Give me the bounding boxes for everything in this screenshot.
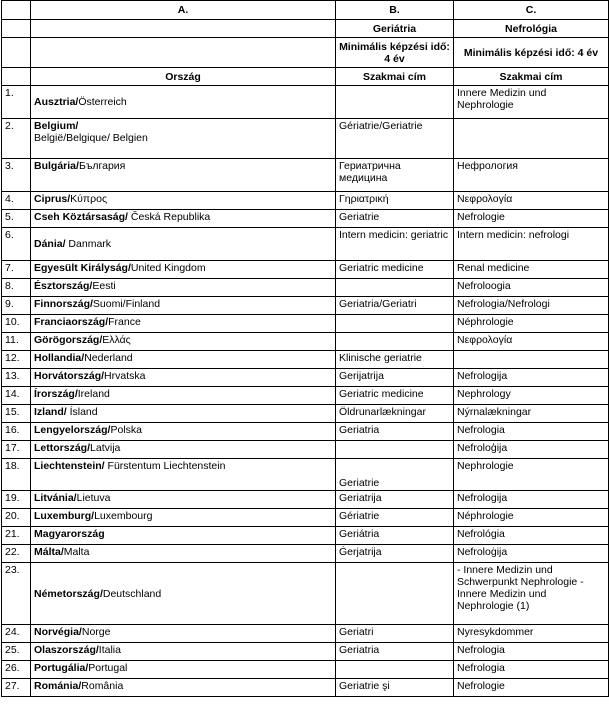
row-number: 24. bbox=[2, 625, 31, 643]
country-name-hu: Egyesült Királyság/ bbox=[34, 262, 131, 274]
column-b-letter: B. bbox=[336, 1, 454, 20]
nefrologia-title: Nefrologija bbox=[454, 369, 609, 387]
nefrologia-title: Renal medicine bbox=[454, 261, 609, 279]
country-name-native: България bbox=[78, 160, 126, 172]
geriatria-title: Geriátria bbox=[336, 527, 454, 545]
country-cell bbox=[31, 441, 336, 459]
country-name-native: România bbox=[81, 680, 124, 692]
country-cell bbox=[31, 459, 336, 491]
geriatria-title: Geriatric medicine bbox=[336, 387, 454, 405]
row-number: 9. bbox=[2, 297, 31, 315]
country-name-hu: Luxemburg/ bbox=[34, 510, 95, 522]
country-cell bbox=[31, 405, 336, 423]
geriatria-title: Geriatria/Geriatri bbox=[336, 297, 454, 315]
table-row bbox=[2, 643, 609, 661]
geriatria-title: Geriatrie bbox=[336, 459, 454, 491]
column-letter-row bbox=[2, 1, 609, 20]
geriatria-title bbox=[336, 315, 454, 333]
country-name-native: Lietuva bbox=[76, 492, 111, 504]
table-row bbox=[2, 459, 609, 491]
table-row bbox=[2, 159, 609, 192]
country-name-native: Luxembourg bbox=[94, 510, 153, 522]
geriatria-title: Geriatrie bbox=[336, 210, 454, 228]
table-row bbox=[2, 527, 609, 545]
geriatria-title bbox=[336, 86, 454, 119]
row-number: 3. bbox=[2, 159, 31, 192]
nefrologia-title: Nefrológia bbox=[454, 527, 609, 545]
country-cell bbox=[31, 86, 336, 119]
table-row bbox=[2, 679, 609, 697]
num-header-blank bbox=[2, 1, 31, 20]
geriatria-title: Intern medicin: geriatric bbox=[336, 228, 454, 261]
nefrologia-title: Nyresykdommer bbox=[454, 625, 609, 643]
country-cell bbox=[31, 261, 336, 279]
row-number: 17. bbox=[2, 441, 31, 459]
nefrologia-title: Nephrologie bbox=[454, 459, 609, 491]
country-name-hu: Dánia/ bbox=[34, 238, 66, 250]
table-row bbox=[2, 563, 609, 625]
specialty-nefrologia: Nefrológia bbox=[454, 20, 609, 38]
country-cell bbox=[31, 351, 336, 369]
country-name-native: Österreich bbox=[78, 96, 127, 108]
header-row bbox=[2, 68, 609, 86]
country-name-native: Deutschland bbox=[102, 587, 162, 600]
geriatria-title: Гериатрична медицина bbox=[336, 159, 454, 192]
table-row bbox=[2, 351, 609, 369]
row-number: 21. bbox=[2, 527, 31, 545]
row-number: 14. bbox=[2, 387, 31, 405]
table-row bbox=[2, 423, 609, 441]
geriatria-title bbox=[336, 279, 454, 297]
geriatria-title: Gériatrie bbox=[336, 509, 454, 527]
blank-cell bbox=[2, 38, 31, 68]
table-row bbox=[2, 625, 609, 643]
nefrologia-title: - Innere Medizin und Schwerpunkt Nephrologie - Innere Medizin und Nephrologie (1) bbox=[454, 563, 609, 625]
title-header-nefrologia: Szakmai cím bbox=[454, 68, 609, 86]
country-name-native: Ελλάς bbox=[102, 334, 131, 346]
nefrologia-title: Nefrologia bbox=[454, 423, 609, 441]
geriatria-title: Klinische geriatrie bbox=[336, 351, 454, 369]
country-cell bbox=[31, 527, 336, 545]
country-name-hu: Görögország/ bbox=[34, 334, 103, 346]
country-name-hu: Liechtenstein/ bbox=[34, 460, 105, 472]
table-row bbox=[2, 119, 609, 159]
geriatria-title: Geriatrija bbox=[336, 491, 454, 509]
geriatria-title: Geriatria bbox=[336, 643, 454, 661]
geriatria-title: Öldrunarlækningar bbox=[336, 405, 454, 423]
nefrologia-title: Intern medicin: nefrologi bbox=[454, 228, 609, 261]
nefrologia-title: Nefrologija bbox=[454, 491, 609, 509]
table-body bbox=[2, 86, 609, 697]
country-name-hu: Hollandia/ bbox=[34, 352, 85, 364]
nefrologia-title bbox=[454, 119, 609, 159]
country-cell bbox=[31, 159, 336, 192]
country-name-native: France bbox=[108, 316, 141, 328]
row-number: 19. bbox=[2, 491, 31, 509]
country-name-native: Fürstentum Liechtenstein bbox=[104, 460, 226, 472]
country-cell bbox=[31, 387, 336, 405]
country-name-native: Danmark bbox=[65, 238, 112, 250]
country-cell bbox=[31, 279, 336, 297]
geriatria-title: Γηριατρική bbox=[336, 192, 454, 210]
row-number: 6. bbox=[2, 228, 31, 261]
row-number: 8. bbox=[2, 279, 31, 297]
country-cell bbox=[31, 228, 336, 261]
country-name-hu: Magyarország bbox=[34, 528, 105, 540]
country-cell bbox=[31, 679, 336, 697]
country-name-native: Eesti bbox=[92, 280, 116, 292]
table-row bbox=[2, 387, 609, 405]
nefrologia-title bbox=[454, 351, 609, 369]
geriatria-title: Gériatrie/Geriatrie bbox=[336, 119, 454, 159]
table-row bbox=[2, 441, 609, 459]
row-number: 15. bbox=[2, 405, 31, 423]
country-name-native: Norge bbox=[81, 626, 111, 638]
row-number: 12. bbox=[2, 351, 31, 369]
table-row bbox=[2, 315, 609, 333]
country-name-hu: Belgium/ bbox=[34, 120, 79, 132]
min-training-row bbox=[2, 38, 609, 68]
row-number: 5. bbox=[2, 210, 31, 228]
geriatria-title bbox=[336, 441, 454, 459]
row-number: 27. bbox=[2, 679, 31, 697]
country-cell bbox=[31, 509, 336, 527]
column-a-letter: A. bbox=[31, 1, 336, 20]
country-name-hu: Portugália/ bbox=[34, 662, 89, 674]
geriatria-title: Geriatria bbox=[336, 423, 454, 441]
table-row bbox=[2, 210, 609, 228]
country-name-hu: Németország/ bbox=[34, 587, 103, 600]
nefrologia-title: Nefrologia bbox=[454, 643, 609, 661]
country-cell bbox=[31, 643, 336, 661]
min-training-geriatria: Minimális képzési idő: 4 év bbox=[336, 38, 454, 68]
country-cell bbox=[31, 423, 336, 441]
country-name-hu: Románia/ bbox=[34, 680, 82, 692]
country-name-native: België/Belgique/ Belgien bbox=[34, 132, 148, 144]
nefrologia-title: Nefrologia/Nefrologi bbox=[454, 297, 609, 315]
country-cell bbox=[31, 369, 336, 387]
nefrologia-title: Nefroloogia bbox=[454, 279, 609, 297]
table-row bbox=[2, 192, 609, 210]
geriatria-title: Geriatrie şi bbox=[336, 679, 454, 697]
country-cell bbox=[31, 491, 336, 509]
country-name-hu: Észtország/ bbox=[34, 280, 93, 292]
country-name-hu: Lettország/ bbox=[34, 442, 91, 454]
country-name-native: Κύπρος bbox=[70, 193, 108, 205]
table-row bbox=[2, 661, 609, 679]
row-number: 23. bbox=[2, 563, 31, 625]
country-name-native: Suomi/Finland bbox=[92, 298, 161, 310]
country-name-hu: Horvátország/ bbox=[34, 370, 105, 382]
nefrologia-title: Νεφρολογία bbox=[454, 333, 609, 351]
row-number: 7. bbox=[2, 261, 31, 279]
country-name-hu: Bulgária/ bbox=[34, 160, 79, 172]
row-number: 20. bbox=[2, 509, 31, 527]
country-name-hu: Málta/ bbox=[34, 546, 64, 558]
geriatria-title bbox=[336, 661, 454, 679]
country-cell bbox=[31, 119, 336, 159]
country-name-hu: Lengyelország/ bbox=[34, 424, 111, 436]
country-name-hu: Írország/ bbox=[34, 388, 78, 400]
row-number: 25. bbox=[2, 643, 31, 661]
table-row bbox=[2, 297, 609, 315]
table-row bbox=[2, 509, 609, 527]
table-row bbox=[2, 86, 609, 119]
country-name-native: Italia bbox=[98, 644, 121, 656]
country-cell bbox=[31, 545, 336, 563]
country-name-native: Hrvatska bbox=[104, 370, 146, 382]
table-row bbox=[2, 369, 609, 387]
column-c-letter: C. bbox=[454, 1, 609, 20]
country-cell bbox=[31, 192, 336, 210]
country-name-hu: Litvánia/ bbox=[34, 492, 77, 504]
row-number: 11. bbox=[2, 333, 31, 351]
country-name-native: United Kingdom bbox=[130, 262, 206, 274]
geriatria-title: Geriatri bbox=[336, 625, 454, 643]
nefrologia-title: Nephrology bbox=[454, 387, 609, 405]
nefrologia-title: Néphrologie bbox=[454, 315, 609, 333]
table-row bbox=[2, 545, 609, 563]
row-number: 26. bbox=[2, 661, 31, 679]
country-cell bbox=[31, 563, 336, 625]
row-number: 18. bbox=[2, 459, 31, 491]
specialty-geriatria: Geriátria bbox=[336, 20, 454, 38]
country-name-native: Portugal bbox=[88, 662, 128, 674]
country-header: Ország bbox=[31, 68, 336, 86]
country-cell bbox=[31, 625, 336, 643]
min-training-nefrologia: Minimális képzési idő: 4 év bbox=[454, 38, 609, 68]
geriatria-title: Ġerjatrija bbox=[336, 545, 454, 563]
geriatria-title: Geriatric medicine bbox=[336, 261, 454, 279]
nefrologia-title: Nefroloģija bbox=[454, 441, 609, 459]
country-name-hu: Finnország/ bbox=[34, 298, 93, 310]
blank-cell bbox=[2, 68, 31, 86]
nefrologia-title: Нефрология bbox=[454, 159, 609, 192]
nefrologia-title: Nefrologia bbox=[454, 661, 609, 679]
row-number: 22. bbox=[2, 545, 31, 563]
blank-cell bbox=[2, 20, 31, 38]
row-number: 2. bbox=[2, 119, 31, 159]
country-cell bbox=[31, 315, 336, 333]
nefrologia-title: Néphrologie bbox=[454, 509, 609, 527]
country-name-native: Nederland bbox=[84, 352, 133, 364]
specialty-table bbox=[1, 0, 609, 697]
nefrologia-title: Nefrologie bbox=[454, 210, 609, 228]
blank-cell bbox=[31, 38, 336, 68]
country-name-hu: Franciaország/ bbox=[34, 316, 109, 328]
country-name-native: Ireland bbox=[77, 388, 110, 400]
geriatria-title bbox=[336, 333, 454, 351]
row-number: 16. bbox=[2, 423, 31, 441]
table-row bbox=[2, 228, 609, 261]
nefrologia-title: Νεφρολογία bbox=[454, 192, 609, 210]
table-row bbox=[2, 261, 609, 279]
country-name-native: Česká Republika bbox=[127, 211, 211, 223]
row-number: 10. bbox=[2, 315, 31, 333]
geriatria-title: Gerijatrija bbox=[336, 369, 454, 387]
nefrologia-title: Nýrnalækningar bbox=[454, 405, 609, 423]
country-name-hu: Ausztria/ bbox=[34, 96, 79, 108]
row-number: 1. bbox=[2, 86, 31, 119]
table-row bbox=[2, 491, 609, 509]
country-name-native: Malta bbox=[63, 546, 90, 558]
country-name-native: Ísland bbox=[66, 406, 98, 418]
country-name-native: Polska bbox=[110, 424, 142, 436]
country-name-hu: Olaszország/ bbox=[34, 644, 99, 656]
country-cell bbox=[31, 661, 336, 679]
nefrologia-title: Innere Medizin und Nephrologie bbox=[454, 86, 609, 119]
country-cell bbox=[31, 297, 336, 315]
row-number: 13. bbox=[2, 369, 31, 387]
specialty-row bbox=[2, 20, 609, 38]
nefrologia-title: Nefroloġija bbox=[454, 545, 609, 563]
nefrologia-title: Nefrologie bbox=[454, 679, 609, 697]
table-row bbox=[2, 405, 609, 423]
country-name-hu: Norvégia/ bbox=[34, 626, 82, 638]
country-name-hu: Ciprus/ bbox=[34, 193, 71, 205]
title-header-geriatria: Szakmai cím bbox=[336, 68, 454, 86]
table-row bbox=[2, 279, 609, 297]
country-name-hu: Izland/ bbox=[34, 406, 67, 418]
blank-cell bbox=[31, 20, 336, 38]
row-number: 4. bbox=[2, 192, 31, 210]
country-cell bbox=[31, 333, 336, 351]
geriatria-title bbox=[336, 563, 454, 625]
country-name-hu: Cseh Köztársaság/ bbox=[34, 211, 128, 223]
table-row bbox=[2, 333, 609, 351]
country-cell bbox=[31, 210, 336, 228]
country-name-native: Latvija bbox=[90, 442, 121, 454]
